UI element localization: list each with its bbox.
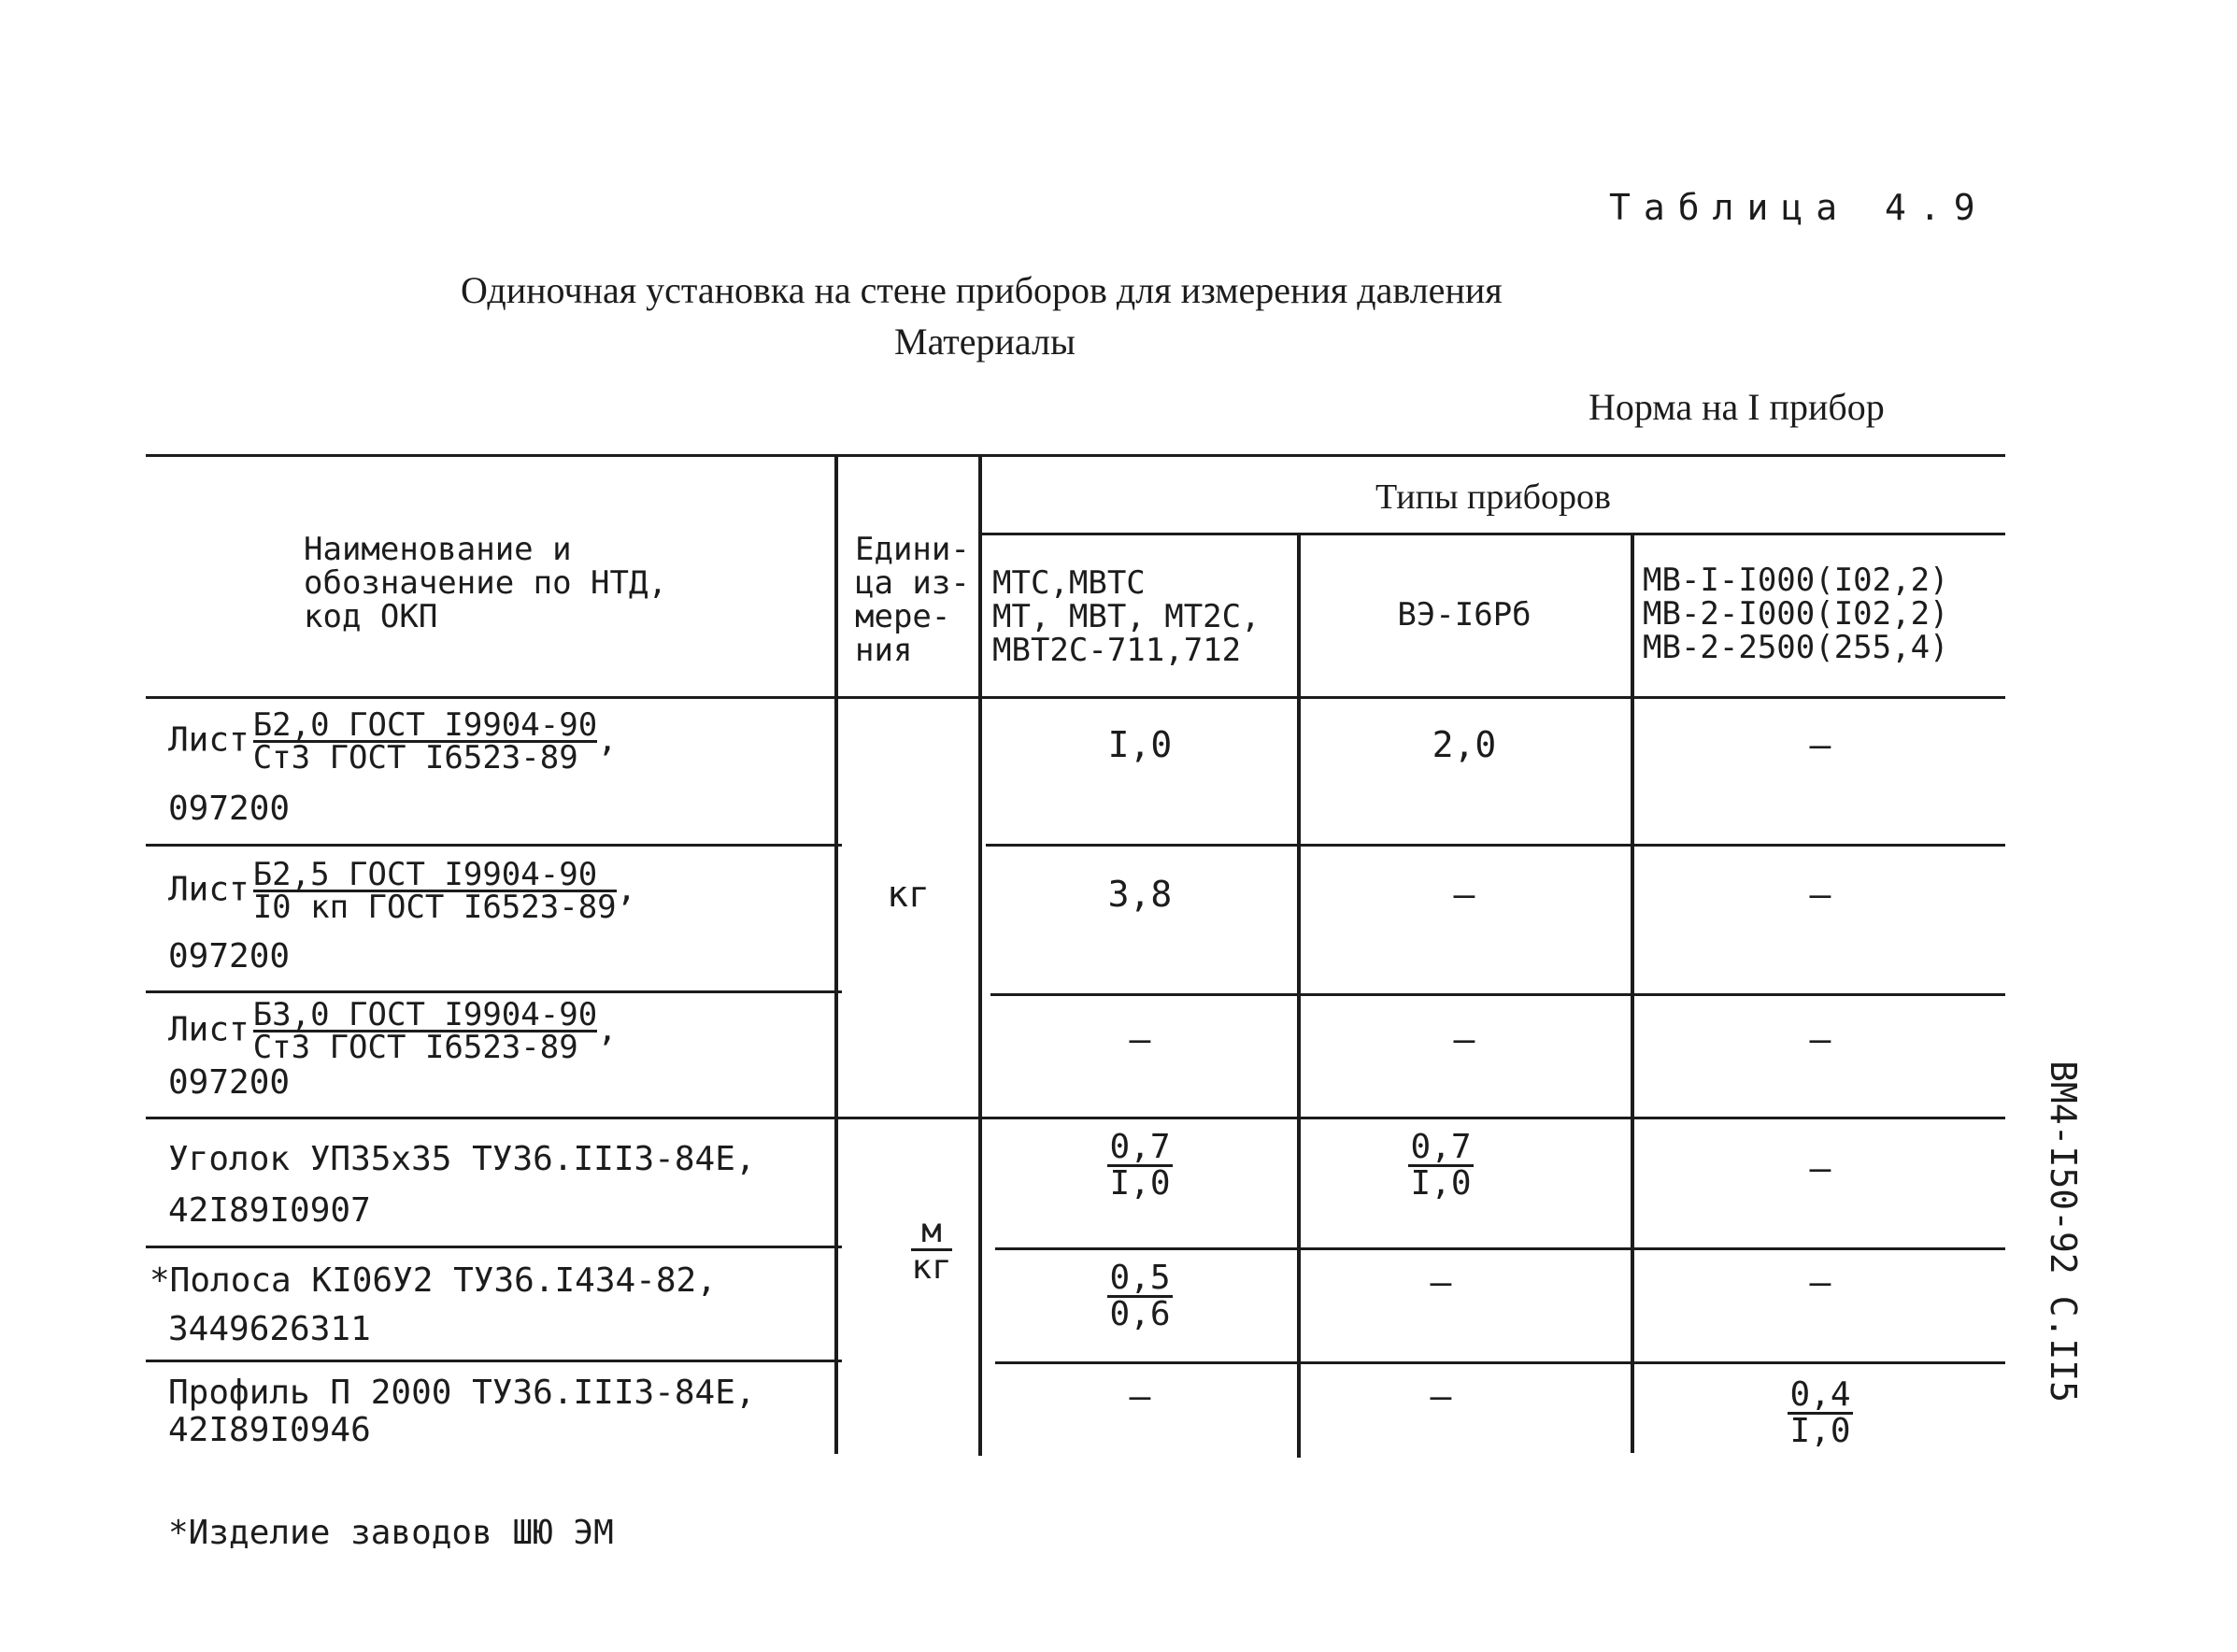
fraction-numerator: Б3,0 ГОСТ I9904-90 bbox=[252, 996, 598, 1033]
fraction-denominator: кг bbox=[911, 1248, 952, 1287]
footnote: *Изделие заводов ШЮ ЭМ bbox=[168, 1514, 614, 1552]
list-item: Лист $\frac{\text{Б3,0 ГОСТ I9904-90}}{\text{Ст3 ГОСТ I6523-89}}$ , bbox=[168, 996, 618, 1066]
row-rule bbox=[146, 1117, 2005, 1119]
header-bottom-rule bbox=[146, 696, 2005, 699]
value-fraction bbox=[1408, 1128, 1473, 1203]
row-rule bbox=[146, 990, 842, 993]
fraction-denominator: Ст3 ГОСТ I6523-89 bbox=[252, 739, 578, 776]
value-cell: – bbox=[1809, 1261, 1831, 1303]
value-fraction bbox=[1107, 1261, 1172, 1332]
value-cell: I,0 bbox=[1107, 724, 1173, 765]
list-item-line1: Уголок УП35х35 ТУ36.III3-84Е, bbox=[168, 1140, 756, 1178]
value-cell: – bbox=[1809, 1018, 1831, 1060]
col-header-type2: ВЭ-I6Рб bbox=[1397, 596, 1532, 634]
row-rule bbox=[146, 844, 842, 847]
col-header-name: Наименование и обозначение по НТД, код ОКП bbox=[304, 531, 667, 635]
norm-label: Норма на I прибор bbox=[1589, 386, 1885, 428]
table-top-rule bbox=[146, 454, 2005, 457]
unit-kg: кг bbox=[887, 874, 930, 915]
row-prefix: Лист bbox=[168, 720, 249, 760]
fraction-denominator: I0 кп ГОСТ I6523-89 bbox=[252, 889, 617, 926]
gost-fraction bbox=[252, 706, 598, 776]
value-cell: – bbox=[1430, 1261, 1452, 1303]
value-cell bbox=[1301, 1128, 1581, 1203]
value-cell: – bbox=[1453, 1018, 1475, 1060]
row-rule bbox=[995, 1361, 2005, 1364]
row-rule bbox=[146, 1360, 842, 1362]
col-rule bbox=[834, 454, 838, 1454]
value-cell: 2,0 bbox=[1432, 724, 1497, 765]
list-item-line1: Профиль П 2000 ТУ36.III3-84Е, bbox=[168, 1374, 756, 1412]
page-subtitle: Материалы bbox=[894, 320, 1076, 363]
okp-code: 42I89I0946 bbox=[168, 1411, 371, 1449]
col-header-unit: Едини- ца из- мере- ния bbox=[855, 531, 970, 669]
value-cell: – bbox=[1809, 1147, 1831, 1189]
okp-code: 097200 bbox=[168, 790, 291, 828]
list-item: Лист $\frac{\text{Б2,0 ГОСТ I9904-90}}{\text{Ст3 ГОСТ I6523-89}}$ , bbox=[168, 706, 618, 776]
fraction-numerator: м bbox=[911, 1215, 951, 1251]
fraction-denominator: I,0 bbox=[1109, 1164, 1171, 1203]
unit-fraction bbox=[911, 1212, 952, 1287]
list-item-line1: *Полоса КI06У2 ТУ36.I434-82, bbox=[150, 1261, 717, 1300]
value-cell: – bbox=[1129, 1018, 1151, 1060]
fraction-denominator: 0,6 bbox=[1109, 1295, 1171, 1333]
row-prefix: Лист bbox=[168, 1010, 249, 1049]
row-rule bbox=[990, 993, 2005, 996]
page-title: Одиночная установка на стене приборов для измерения давления bbox=[461, 269, 1503, 311]
value-cell: – bbox=[1809, 724, 1831, 765]
types-group-rule bbox=[981, 533, 2005, 535]
row-rule bbox=[986, 844, 2005, 847]
gost-fraction bbox=[252, 996, 598, 1066]
fraction-denominator: Ст3 ГОСТ I6523-89 bbox=[252, 1029, 578, 1066]
value-cell bbox=[981, 1128, 1299, 1203]
list-item: Лист $\frac{\text{Б2,5 ГОСТ I9904-90}}{\text{I0 кп ГОСТ I6523-89}}$ , bbox=[168, 856, 637, 926]
col-header-type1: МТС,МВТС МТ, МВТ, МТ2С, МВТ2С-711,712 bbox=[992, 564, 1261, 669]
fraction-numerator: 0,7 bbox=[1410, 1128, 1472, 1166]
value-cell: – bbox=[1129, 1375, 1151, 1417]
value-cell: – bbox=[1453, 874, 1475, 915]
okp-code: 42I89I0907 bbox=[168, 1191, 371, 1230]
fraction-numerator: Б2,5 ГОСТ I9904-90 bbox=[253, 860, 617, 892]
fraction-numerator: Б2,0 ГОСТ I9904-90 bbox=[252, 706, 598, 744]
fraction-denominator: I,0 bbox=[1410, 1164, 1472, 1203]
okp-code: 3449626311 bbox=[168, 1310, 371, 1348]
fraction-denominator: I,0 bbox=[1789, 1412, 1851, 1450]
fraction-numerator: 0,4 bbox=[1789, 1375, 1851, 1414]
value-cell: – bbox=[1430, 1375, 1452, 1417]
table-caption: Таблица 4.9 bbox=[1609, 187, 1988, 228]
col-rule bbox=[1631, 533, 1634, 1453]
value-cell bbox=[1635, 1375, 2005, 1450]
col-header-type3: МВ-I-I000(I02,2) МВ-2-I000(I02,2) МВ-2-2500(255,4) bbox=[1643, 562, 1949, 666]
value-fraction bbox=[1788, 1375, 1852, 1450]
okp-code: 097200 bbox=[168, 937, 291, 976]
value-cell: – bbox=[1809, 874, 1831, 915]
fraction-numerator: 0,5 bbox=[1109, 1259, 1171, 1297]
row-prefix: Лист bbox=[168, 870, 249, 909]
gost-fraction bbox=[252, 856, 617, 926]
value-fraction bbox=[1107, 1128, 1172, 1203]
okp-code: 097200 bbox=[168, 1063, 291, 1102]
value-cell bbox=[981, 1261, 1299, 1332]
value-cell: 3,8 bbox=[1107, 874, 1173, 915]
fraction-numerator: 0,7 bbox=[1109, 1128, 1171, 1166]
col-header-types: Типы приборов bbox=[1375, 477, 1611, 517]
row-rule bbox=[995, 1247, 2005, 1250]
side-stamp: ВМ4-I50-92 С.II5 bbox=[2043, 1061, 2084, 1403]
row-rule bbox=[146, 1246, 842, 1248]
